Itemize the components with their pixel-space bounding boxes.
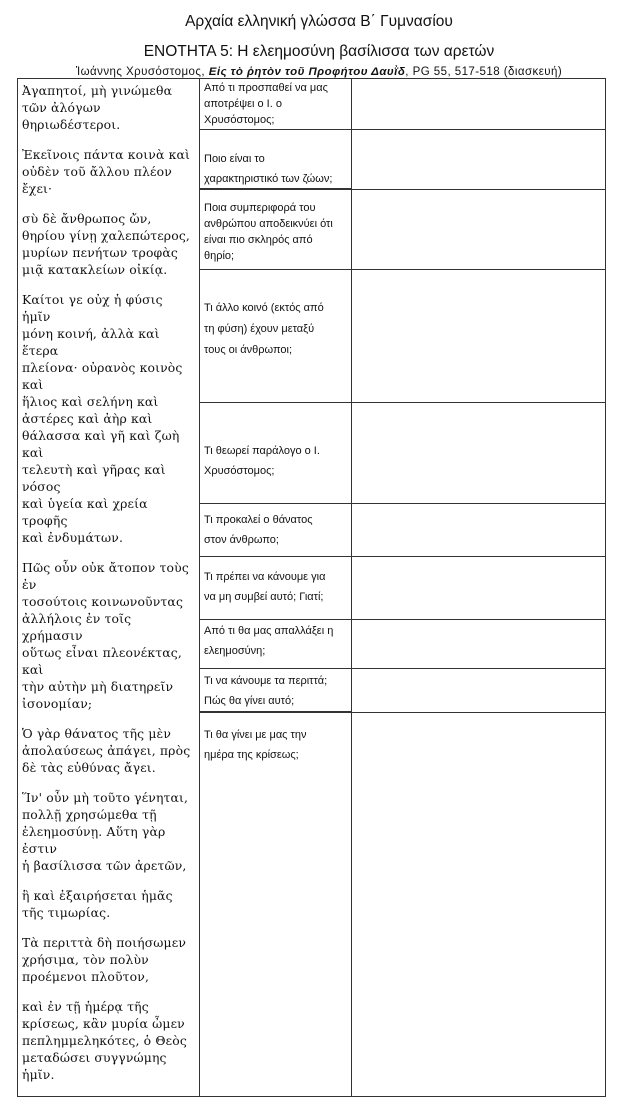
greek-passage: ἣ καὶ ἐξαιρήσεται ἡμᾶς τῆς τιμωρίας.: [22, 888, 173, 920]
question-text: Τι άλλο κοινό (εκτός από τη φύση) έχουν μεταξύ τους οι άνθρωποι;: [204, 302, 324, 356]
question-cell: [200, 403, 352, 504]
greek-passage: Ἵν' οὖν μὴ τοῦτο γένηται, πολλῇ χρησώμεθα τῇ ἐλεημοσύνῃ. Αὕτη γὰρ ἐστιν ἡ βασίλισσα τῶν ἀρετῶν,: [22, 790, 189, 873]
question-cell: [200, 190, 352, 270]
answer-cell[interactable]: [352, 130, 606, 190]
question-cell: [200, 557, 352, 620]
question-text: Από τι προσπαθεί να μας αποτρέψει ο Ι. ο Χρυσόστομος;: [204, 82, 328, 126]
answer-cell[interactable]: [352, 620, 606, 669]
question-cell: [200, 270, 352, 403]
source-work: Εἰς τὸ ῥητὸν τοῦ Προφήτου Δαυῒδ: [208, 66, 406, 78]
question-text: χαρακτηριστικό των ζώων;: [200, 168, 351, 189]
answer-cell[interactable]: [352, 190, 606, 270]
answer-cell[interactable]: [352, 713, 606, 1097]
unit-title: ΕΝΟΤΗΤΑ 5: Η ελεημοσύνη βασίλισσα των αρετών: [143, 43, 495, 60]
question-cell: [200, 669, 352, 713]
source-reference: , PG 55, 517-518 (διασκευή): [405, 66, 563, 78]
greek-passage: σὺ δὲ ἄνθρωπος ὤν, θηρίου γίνῃ χαλεπώτερος, μυρίων πενήτων τροφὰς μιᾷ κατακλείων οἰκίᾳ.: [22, 211, 191, 277]
question-text: Από τι θα μας απαλλάξει η ελεημοσύνη;: [204, 625, 334, 657]
source-citation: [0, 66, 638, 78]
question-cell: [200, 620, 352, 669]
question-cell: [200, 130, 352, 190]
question-text: Τι προκαλεί ο θάνατος στον άνθρωπο;: [204, 514, 313, 546]
answer-cell[interactable]: [352, 79, 606, 130]
question-cell: [200, 504, 352, 557]
greek-passage: Πῶς οὖν οὐκ ἄτοπον τοὺς ἐν τοσούτοις κοινωνοῦντας ἀλλήλοις ἐν τοῖς χρήμασιν οὕτως εἶναι πλεονέκτας, καὶ τὴν αὐτὴν μὴ διατηρεῖν ἰσονομίαν;: [22, 560, 189, 711]
question-text: Τι να κάνουμε τα περιττά;: [204, 675, 328, 687]
answer-cell[interactable]: [352, 403, 606, 504]
question-text: Τι θα γίνει με μας την ημέρα της κρίσεως;: [204, 729, 307, 761]
greek-passage: Τὰ περιττὰ δὴ ποιήσωμεν χρήσιμα, τὸν πολὺν προέμενοι πλοῦτον,: [22, 935, 187, 984]
source-author: Ἰωάννης Χρυσόστομος,: [75, 66, 206, 78]
worksheet-table: [17, 78, 606, 1097]
question-text: Ποιο είναι το: [204, 153, 265, 165]
question-text: Πώς θα γίνει αυτό;: [200, 691, 351, 712]
question-text: Τι πρέπει να κάνουμε για να μη συμβεί αυτό; Γιατί;: [204, 571, 326, 603]
greek-passage: Ὁ γὰρ θάνατος τῆς μὲν ἀπολαύσεως ἀπάγει, πρὸς δὲ τὰς εὐθύνας ἄγει.: [22, 726, 191, 775]
greek-text-column: [18, 79, 200, 1097]
greek-passage: Ἐκεῖνοις πάντα κοινὰ καὶ οὐδὲν τοῦ ἄλλου πλέον ἔχει·: [22, 147, 190, 196]
question-cell: [200, 713, 352, 1097]
answer-cell[interactable]: [352, 270, 606, 403]
greek-passage: Ἀγαπητοί, μὴ γινώμεθα τῶν ἀλόγων θηριωδέστεροι.: [22, 83, 173, 132]
question-text: Ποια συμπεριφορά του ανθρώπου αποδεικνύει ότι είναι πιο σκληρός από θηρίο;: [204, 202, 333, 262]
question-cell: [200, 79, 352, 130]
question-text: Τι θεωρεί παράλογο ο Ι. Χρυσόστομος;: [204, 445, 320, 477]
answer-cell[interactable]: [352, 669, 606, 713]
greek-passage: καὶ ἐν τῇ ἡμέρᾳ τῆς κρίσεως, κἂν μυρία ὦμεν πεπλημμεληκότες, ὁ Θεὸς μεταδώσει συγγνώμης ἡμῖν.: [22, 999, 187, 1082]
page-title: Αρχαία ελληνική γλώσσα Β΄ Γυμνασίου: [185, 13, 453, 30]
answer-cell[interactable]: [352, 504, 606, 557]
answer-cell[interactable]: [352, 557, 606, 620]
greek-passage: Καίτοι γε οὐχ ἡ φύσις ἡμῖν μόνη κοινή, ἀλλὰ καὶ ἕτερα πλείονα· οὐρανὸς κοινὸς καὶ ἥλιος καὶ σελήνη καὶ ἀστέρες καὶ ἀὴρ καὶ θάλασσα καὶ γῆ καὶ ζωὴ καὶ τελευτὴ καὶ γῆρας καὶ νόσος καὶ ὑγεία καὶ χρεία τροφῆς καὶ ἐνδυμάτων.: [22, 292, 183, 545]
